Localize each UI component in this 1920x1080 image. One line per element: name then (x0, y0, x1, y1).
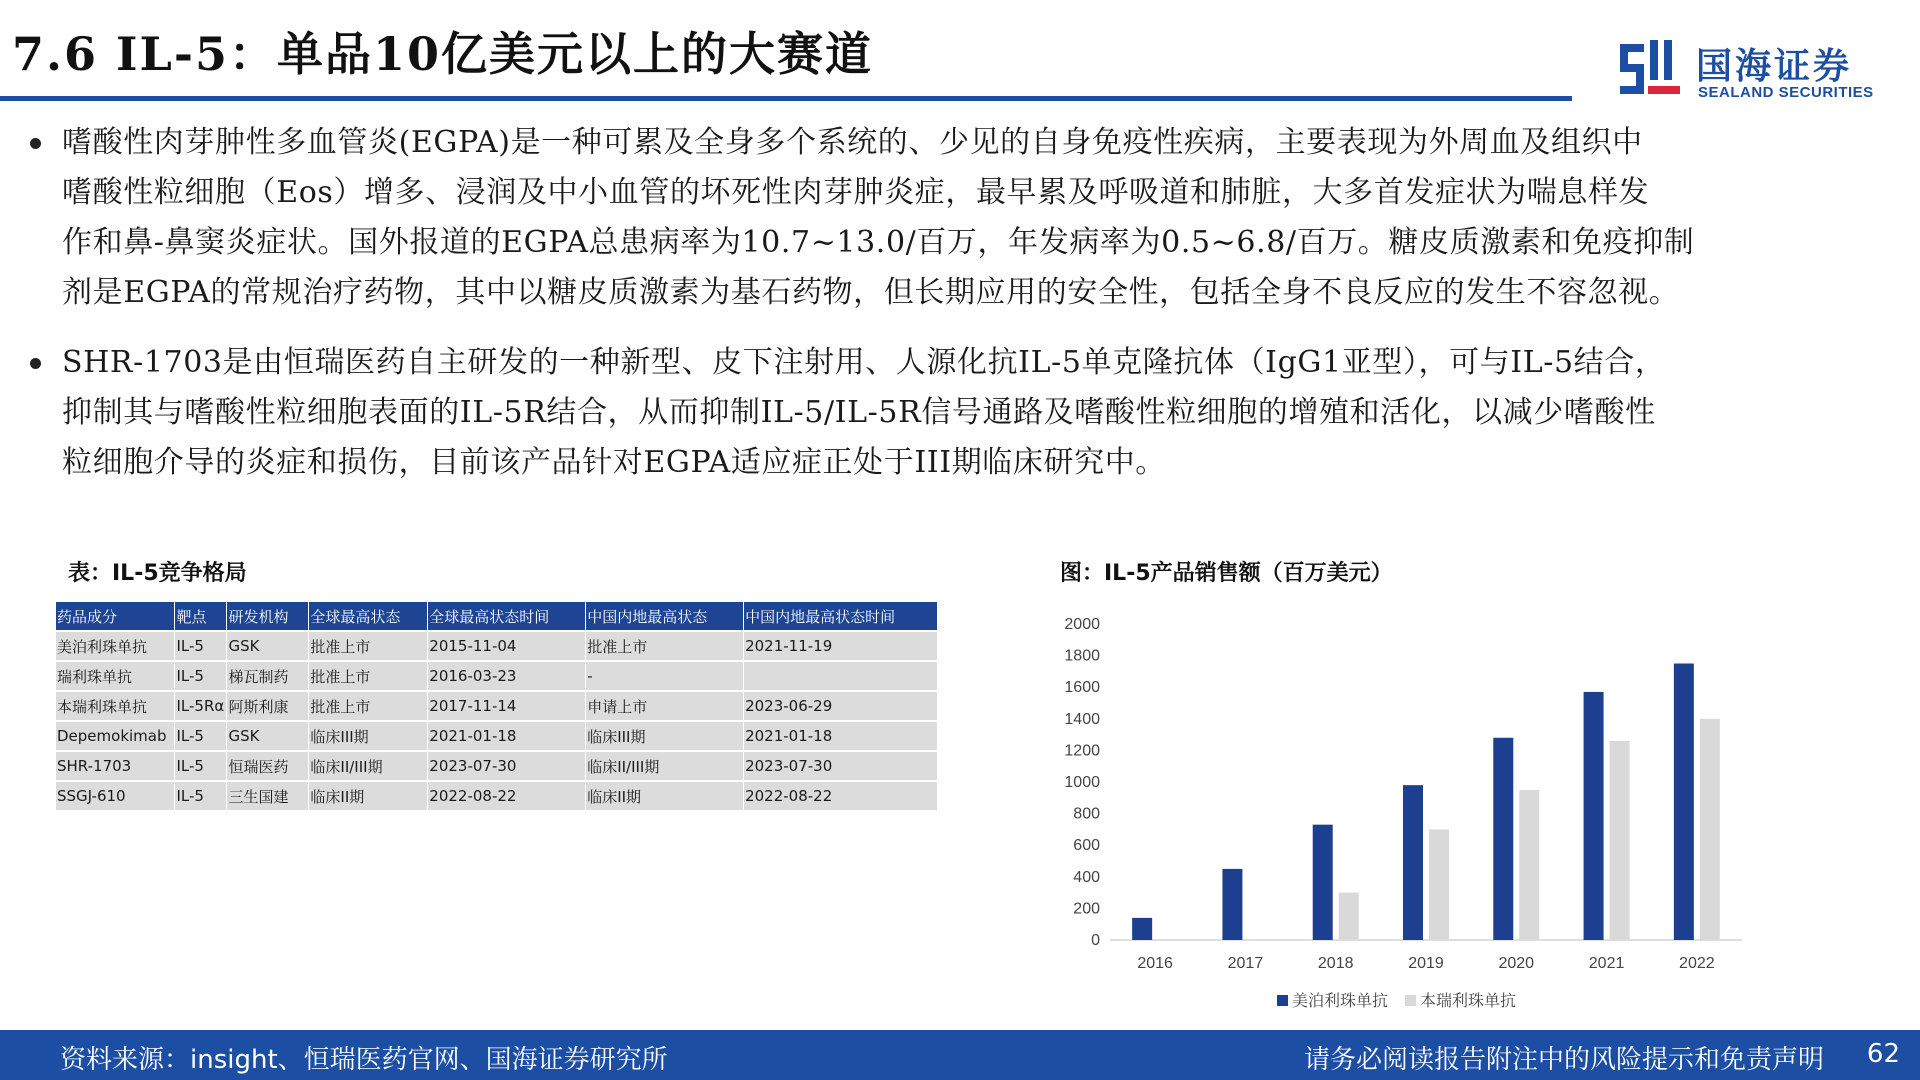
table-cell: 2023-07-30 (744, 751, 938, 781)
table-cell: 2022-08-22 (744, 781, 938, 810)
table-cell: 本瑞利珠单抗 (56, 691, 175, 721)
bar-benralizumab (1610, 741, 1630, 940)
y-tick-label: 1000 (1064, 774, 1100, 791)
x-tick-label: 2022 (1679, 955, 1715, 972)
y-tick-label: 2000 (1064, 616, 1100, 633)
table-header-cell: 靶点 (175, 602, 227, 631)
table-row (56, 631, 938, 661)
bullet-line: 抑制其与嗜酸性粒细胞表面的IL-5R结合，从而抑制IL-5/IL-5R信号通路及嗜酸性粒细胞的增殖和活化，以减少嗜酸性 (62, 395, 1656, 430)
table-cell: 批准上市 (309, 661, 428, 691)
competition-table (56, 602, 938, 810)
table-cell: 临床II期 (309, 781, 428, 810)
x-tick-label: 2020 (1498, 955, 1535, 972)
table-cell: 美泊利珠单抗 (56, 631, 175, 661)
x-tick-label: 2019 (1408, 955, 1444, 972)
table-cell: 2021-11-19 (744, 631, 938, 661)
y-tick-label: 1400 (1064, 710, 1100, 728)
table-cell: 申请上市 (586, 691, 744, 721)
x-tick-label: 2017 (1227, 955, 1264, 972)
table-cell: 2021-01-18 (428, 721, 586, 751)
table-cell: 2016-03-23 (428, 661, 586, 691)
bar-mepolizumab (1674, 664, 1694, 941)
bullet-egpa (22, 118, 1902, 318)
source-note: 资料来源：insight、恒瑞医药官网、国海证券研究所 (60, 1045, 668, 1075)
legend-swatch (1277, 995, 1288, 1006)
table-cell: 临床II/III期 (309, 751, 428, 781)
table-cell: GSK (227, 721, 309, 751)
bar-benralizumab (1519, 790, 1539, 940)
table-cell: IL-5 (175, 751, 227, 781)
bar-mepolizumab (1403, 785, 1423, 940)
table-row (56, 691, 938, 721)
bar-mepolizumab (1313, 825, 1333, 940)
bar-benralizumab (1429, 829, 1449, 940)
footer-bar (0, 1030, 1920, 1080)
bullet-line: 粒细胞介导的炎症和损伤，目前该产品针对EGPA适应症正处于III期临床研究中。 (62, 445, 1166, 480)
table-row (56, 781, 938, 810)
table-cell: 2017-11-14 (428, 691, 586, 721)
x-tick-label: 2016 (1137, 955, 1173, 972)
table-cell: 2023-07-30 (428, 751, 586, 781)
y-tick-label: 1200 (1064, 742, 1100, 760)
table-cell: 阿斯利康 (227, 691, 309, 721)
bullet-line: 作和鼻-鼻窦炎症状。国外报道的EGPA总患病率为10.7~13.0/百万，年发病率为0.5~6.8/百万。糖皮质激素和免疫抑制 (62, 225, 1695, 260)
y-tick-label: 200 (1073, 900, 1100, 918)
table-cell: SHR-1703 (56, 751, 175, 781)
y-tick-label: 0 (1091, 932, 1100, 949)
table-cell: 临床II/III期 (586, 751, 744, 781)
bullet-line: 嗜酸性肉芽肿性多血管炎(EGPA)是一种可累及全身多个系统的、少见的自身免疫性疾病，主要表现为外周血及组织中 (62, 125, 1643, 160)
table-header-row (56, 602, 938, 631)
y-tick-label: 800 (1073, 805, 1100, 823)
bar-mepolizumab (1132, 918, 1152, 940)
table-header-cell: 全球最高状态时间 (428, 602, 586, 631)
table-cell: 2015-11-04 (428, 631, 586, 661)
logo-english-name: SEALAND SECURITIES (1698, 84, 1874, 101)
table-title: 表：IL-5竞争格局 (68, 561, 247, 586)
table-cell: 临床III期 (586, 721, 744, 751)
table-cell: 批准上市 (586, 631, 744, 661)
table-row (56, 721, 938, 751)
table-cell: SSGJ-610 (56, 781, 175, 810)
page-number: 62 (1866, 1039, 1900, 1069)
bullet-shr1703 (22, 338, 1902, 488)
table-cell: IL-5Rα (175, 691, 227, 721)
bullet-line: 嗜酸性粒细胞（Eos）增多、浸润及中小血管的坏死性肉芽肿炎症，最早累及呼吸道和肺脏，大多首发症状为喘息样发 (62, 175, 1650, 210)
table-cell: 梯瓦制药 (227, 661, 309, 691)
table-cell: 批准上市 (309, 691, 428, 721)
table-cell: IL-5 (175, 721, 227, 751)
table-cell: 恒瑞医药 (227, 751, 309, 781)
y-tick-label: 1600 (1064, 679, 1100, 697)
table-cell: IL-5 (175, 781, 227, 810)
table-cell: 临床II期 (586, 781, 744, 810)
legend-label: 本瑞利珠单抗 (1420, 993, 1517, 1010)
company-logo (1614, 34, 1894, 104)
table-row (56, 661, 938, 691)
sealand-logo-icon (1614, 34, 1684, 104)
title-divider (0, 96, 1572, 101)
table-cell: 临床III期 (309, 721, 428, 751)
table-cell: GSK (227, 631, 309, 661)
table-cell: 2023-06-29 (744, 691, 938, 721)
bar-mepolizumab (1222, 869, 1242, 940)
table-header-cell: 中国内地最高状态 (586, 602, 744, 631)
table-cell (744, 661, 938, 691)
table-cell: 批准上市 (309, 631, 428, 661)
table-cell: 瑞利珠单抗 (56, 661, 175, 691)
bar-mepolizumab (1493, 738, 1513, 940)
sales-bar-chart (1050, 598, 1770, 1018)
bullet-list (22, 118, 1902, 488)
table-cell: 2021-01-18 (744, 721, 938, 751)
table-cell: Depemokimab (56, 721, 175, 751)
table-header-cell: 中国内地最高状态时间 (744, 602, 938, 631)
bullet-dot-icon (30, 138, 41, 149)
table-header-cell: 研发机构 (227, 602, 309, 631)
bullet-line: SHR-1703是由恒瑞医药自主研发的一种新型、皮下注射用、人源化抗IL-5单克隆抗体（IgG1亚型），可与IL-5结合， (62, 345, 1666, 380)
bar-mepolizumab (1584, 692, 1604, 940)
table-cell: 2022-08-22 (428, 781, 586, 810)
x-tick-label: 2021 (1588, 955, 1625, 972)
disclaimer-note: 请务必阅读报告附注中的风险提示和免责声明 (1303, 1045, 1824, 1075)
table-header-cell: 全球最高状态 (309, 602, 428, 631)
y-tick-label: 600 (1073, 837, 1100, 855)
table-header-cell: 药品成分 (56, 602, 175, 631)
bullet-line: 剂是EGPA的常规治疗药物，其中以糖皮质激素为基石药物，但长期应用的安全性，包括全身不良反应的发生不容忽视。 (62, 275, 1680, 310)
table-row (56, 751, 938, 781)
y-tick-label: 1800 (1064, 647, 1100, 665)
table-cell: - (586, 661, 744, 691)
table-cell: IL-5 (175, 631, 227, 661)
bar-benralizumab (1339, 893, 1359, 940)
y-tick-label: 400 (1073, 868, 1100, 886)
legend-swatch (1405, 995, 1416, 1006)
bullet-dot-icon (30, 358, 41, 369)
table-cell: IL-5 (175, 661, 227, 691)
page-title: 7.6 IL-5：单品10亿美元以上的大赛道 (12, 27, 874, 81)
logo-chinese-name: 国海证券 (1696, 46, 1853, 87)
x-tick-label: 2018 (1317, 955, 1354, 972)
chart-title: 图：IL-5产品销售额（百万美元） (1060, 561, 1393, 586)
bar-benralizumab (1700, 719, 1720, 940)
legend-label: 美泊利珠单抗 (1292, 993, 1389, 1010)
table-cell: 三生国建 (227, 781, 309, 810)
